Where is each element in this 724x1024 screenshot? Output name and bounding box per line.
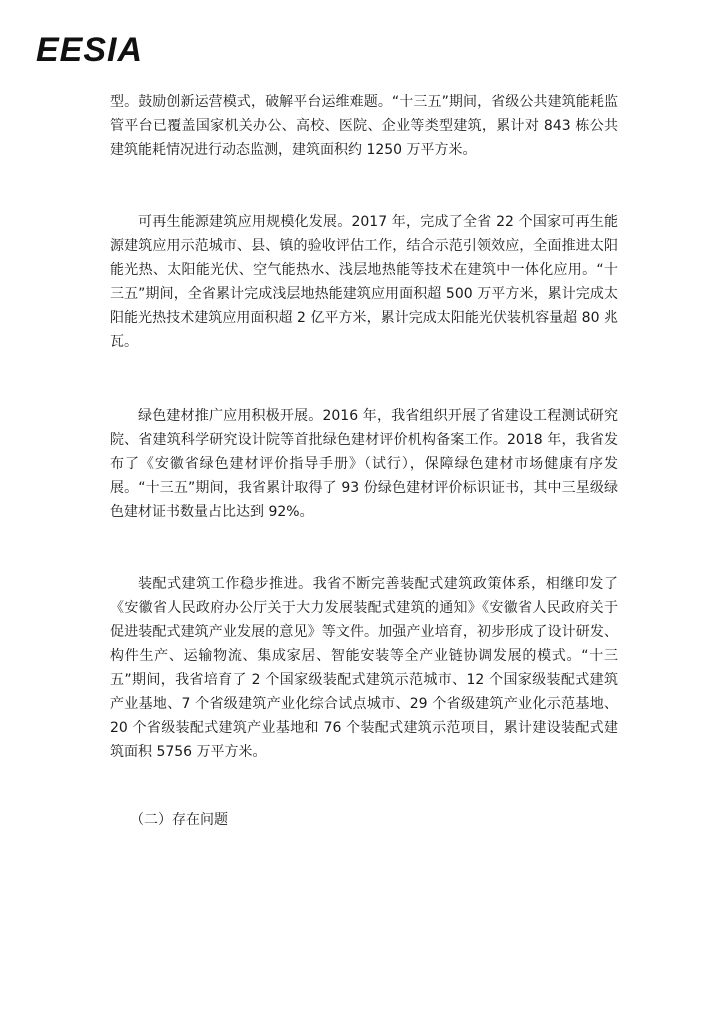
paragraph-renewable-energy: 可再生能源建筑应用规模化发展。2017 年，完成了全省 22 个国家可再生能源建筑应用示范城市、县、镇的验收评估工作，结合示范引领效应，全面推进太阳能光热、太阳能光伏、空气能热水、浅层地热能等技术在建筑中一体化应用。“十三五”期间，全省累计完成浅层地热能建筑应用面积超 500 万平方米，累计完成太阳能光热技术建筑应用面积超 2 亿平方米，累计完成太阳能光伏装机容量超 80 兆瓦。 [110, 214, 618, 350]
eesia-logo: EESIA [36, 31, 144, 69]
section-heading: （二）存在问题 [130, 812, 228, 828]
paragraph-energy-monitoring: 型。鼓励创新运营模式，破解平台运维难题。“十三五”期间，省级公共建筑能耗监管平台已覆盖国家机关办公、高校、医院、企业等类型建筑，累计对 843 栋公共建筑能耗情况进行动态监测，建筑面积约 1250 万平方米。 [110, 94, 618, 158]
paragraph-green-materials: 绿色建材推广应用积极开展。2016 年，我省组织开展了省建设工程测试研究院、省建筑科学研究设计院等首批绿色建材评价机构备案工作。2018 年，我省发布了《安徽省绿色建材评价指导手册》（试行），保障绿色建材市场健康有序发展。“十三五”期间，我省累计取得了 93 份绿色建材评价标识证书，其中三星级绿色建材证书数量占比达到 92%。 [110, 408, 618, 520]
paragraph-prefabricated-buildings: 装配式建筑工作稳步推进。我省不断完善装配式建筑政策体系，相继印发了《安徽省人民政府办公厅关于大力发展装配式建筑的通知》《安徽省人民政府关于促进装配式建筑产业发展的意见》等文件。加强产业培育，初步形成了设计研发、构件生产、运输物流、集成家居、智能安装等全产业链协调发展的模式。“十三五”期间，我省培育了 2 个国家级装配式建筑示范城市、12 个国家级装配式建筑产业基地、7 个省级建筑产业化综合试点城市、29 个省级建筑产业化示范基地、20 个省级装配式建筑产业基地和 76 个装配式建筑示范项目，累计建设装配式建筑面积 5756 万平方米。 [110, 576, 618, 760]
